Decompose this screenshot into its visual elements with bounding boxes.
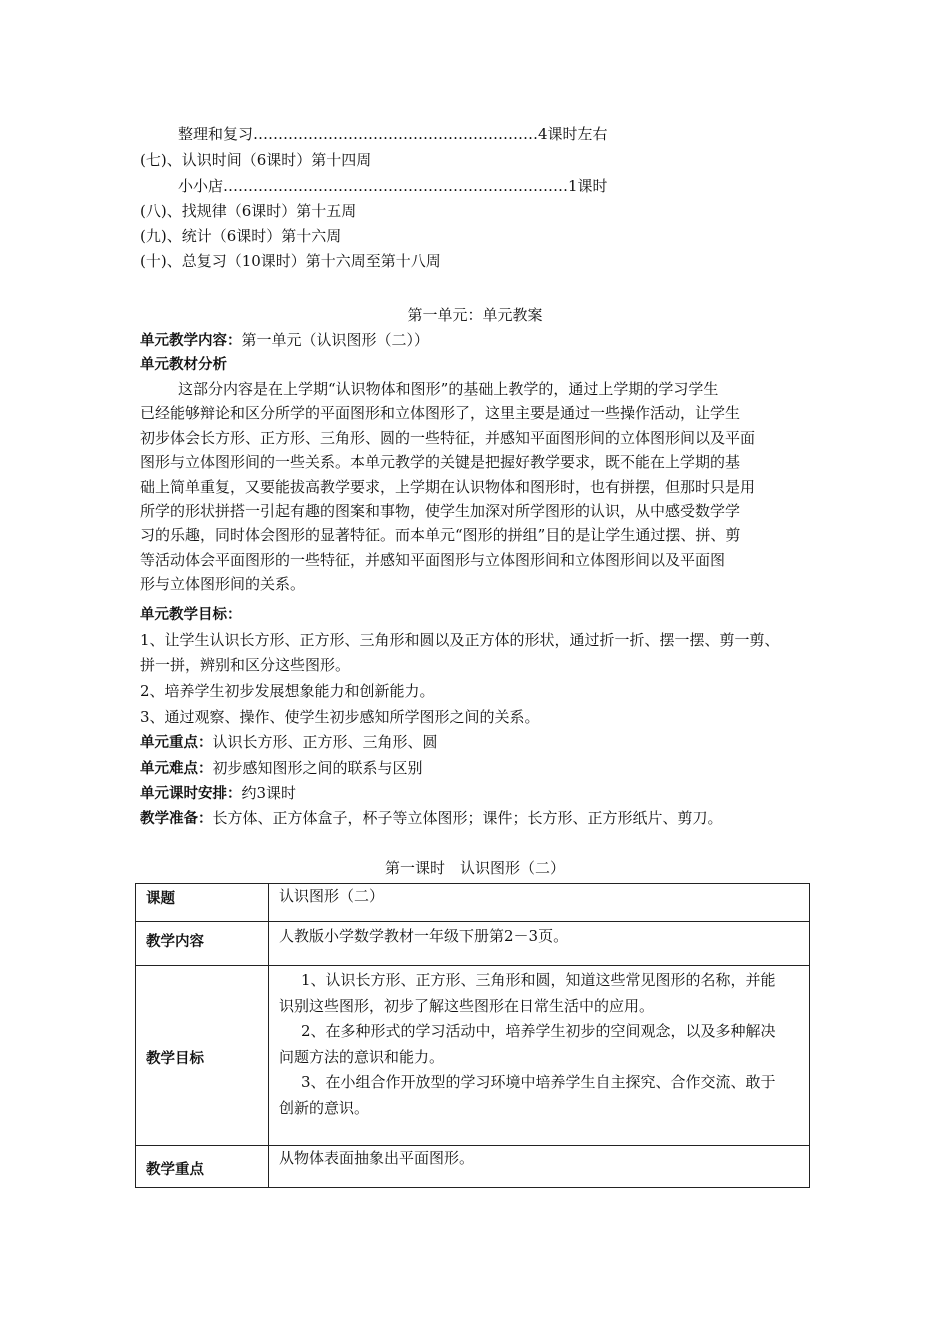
goals-heading: 单元教学目标： (140, 607, 242, 623)
topic-value: 认识图形（二） (269, 884, 810, 922)
unit-key-label: 单元重点： (140, 735, 213, 751)
analysis-line: 习的乐趣，同时体会图形的显著特征。而本单元“图形的拼组”目的是让学生通过摆、拼、剪 (140, 526, 741, 545)
focus-value: 从物体表面抽象出平面图形。 (269, 1146, 810, 1188)
unit-difficulty-label: 单元难点： (140, 761, 213, 777)
table-goal-line: 1、认识长方形、正方形、三角形和圆，知道这些常见图形的名称，并能 (301, 971, 776, 989)
analysis-line: 形与立体图形间的关系。 (140, 575, 306, 594)
unit-key-row (140, 732, 438, 753)
table-row (136, 922, 810, 966)
prep-label: 教学准备： (140, 811, 213, 827)
unit-key-value: 认识长方形、正方形、三角形、圆 (212, 733, 438, 751)
schedule-line: (七)、认识时间（6课时）第十四周 (140, 151, 372, 169)
schedule-line: 整理和复习…………………………………………………4课时左右 (178, 125, 608, 143)
prep-value: 长方体、正方体盒子，杯子等立体图形；课件；长方形、正方形纸片、剪刀。 (212, 809, 723, 827)
goal-line: 1、让学生认识长方形、正方形、三角形和圆以及正方体的形状，通过折一折、摆一摆、剪一剪、 (140, 631, 780, 649)
prep-row (140, 808, 723, 829)
content-value: 人教版小学数学教材一年级下册第2－3页。 (269, 922, 810, 966)
schedule-line: 小小店……………………………………………………………1课时 (178, 177, 608, 195)
analysis-line: 础上简单重复，又要能拔高教学要求，上学期在认识物体和图形时，也有拼摆，但那时只是用 (140, 477, 756, 496)
lesson-table (135, 883, 810, 1188)
table-goal-line: 3、在小组合作开放型的学习环境中培养学生自主探究、合作交流、敢于 (301, 1073, 776, 1091)
unit-content-label: 单元教学内容： (140, 333, 242, 349)
lesson-title: 第一课时 认识图形（二） (384, 859, 565, 877)
topic-label: 课题 (136, 884, 269, 922)
table-goal-line: 识别这些图形，初步了解这些图形在日常生活中的应用。 (279, 996, 655, 1015)
analysis-line: 已经能够辩论和区分所学的平面图形和立体图形了，这里主要是通过一些操作活动，让学生 (140, 404, 741, 423)
focus-label: 教学重点 (136, 1146, 269, 1188)
schedule-line: (十)、总复习（10课时）第十六周至第十八周 (140, 252, 441, 270)
unit-difficulty-row (140, 758, 423, 779)
content-label: 教学内容 (136, 922, 269, 966)
table-row (136, 884, 810, 922)
schedule-line: (八)、找规律（6课时）第十五周 (140, 202, 357, 220)
analysis-heading: 单元教材分析 (140, 357, 227, 373)
unit-hours-label: 单元课时安排： (140, 786, 242, 802)
analysis-line: 初步体会长方形、正方形、三角形、圆的一些特征，并感知平面图形间的立体图形间以及平面 (140, 428, 756, 447)
unit-title: 第一单元：单元教案 (407, 306, 543, 324)
unit-difficulty-value: 初步感知图形之间的联系与区别 (212, 759, 423, 777)
unit-content-row (140, 330, 429, 351)
table-row (136, 966, 810, 1146)
analysis-line: 等活动体会平面图形的一些特征，并感知平面图形与立体图形间和立体图形间以及平面图 (140, 550, 726, 569)
table-goal-line: 问题方法的意识和能力。 (279, 1047, 445, 1066)
analysis-paragraph (140, 377, 820, 597)
goals-cell (269, 966, 810, 1146)
unit-content-value: 第一单元（认识图形（二）） (241, 331, 430, 349)
analysis-line: 这部分内容是在上学期“认识物体和图形”的基础上教学的，通过上学期的学习学生 (178, 380, 719, 398)
goal-line: 3、通过观察、操作、使学生初步感知所学图形之间的关系。 (140, 708, 540, 726)
table-row (136, 1146, 810, 1188)
goal-line: 2、培养学生初步发展想象能力和创新能力。 (140, 682, 435, 700)
analysis-line: 所学的形状拼搭一引起有趣的图案和事物，使学生加深对所学图形的认识，从中感受数学学 (140, 502, 741, 521)
schedule-line: (九)、统计（6课时）第十六周 (140, 227, 342, 245)
table-goal-line: 2、在多种形式的学习活动中，培养学生初步的空间观念，以及多种解决 (301, 1022, 776, 1040)
unit-hours-value: 约3课时 (241, 784, 297, 802)
table-goal-line: 创新的意识。 (279, 1098, 370, 1117)
goals-label: 教学目标 (136, 966, 269, 1146)
unit-hours-row (140, 783, 296, 804)
goal-line: 拼一拼，辨别和区分这些图形。 (140, 656, 351, 674)
analysis-line: 图形与立体图形间的一些关系。本单元教学的关键是把握好教学要求，既不能在上学期的基 (140, 453, 741, 472)
